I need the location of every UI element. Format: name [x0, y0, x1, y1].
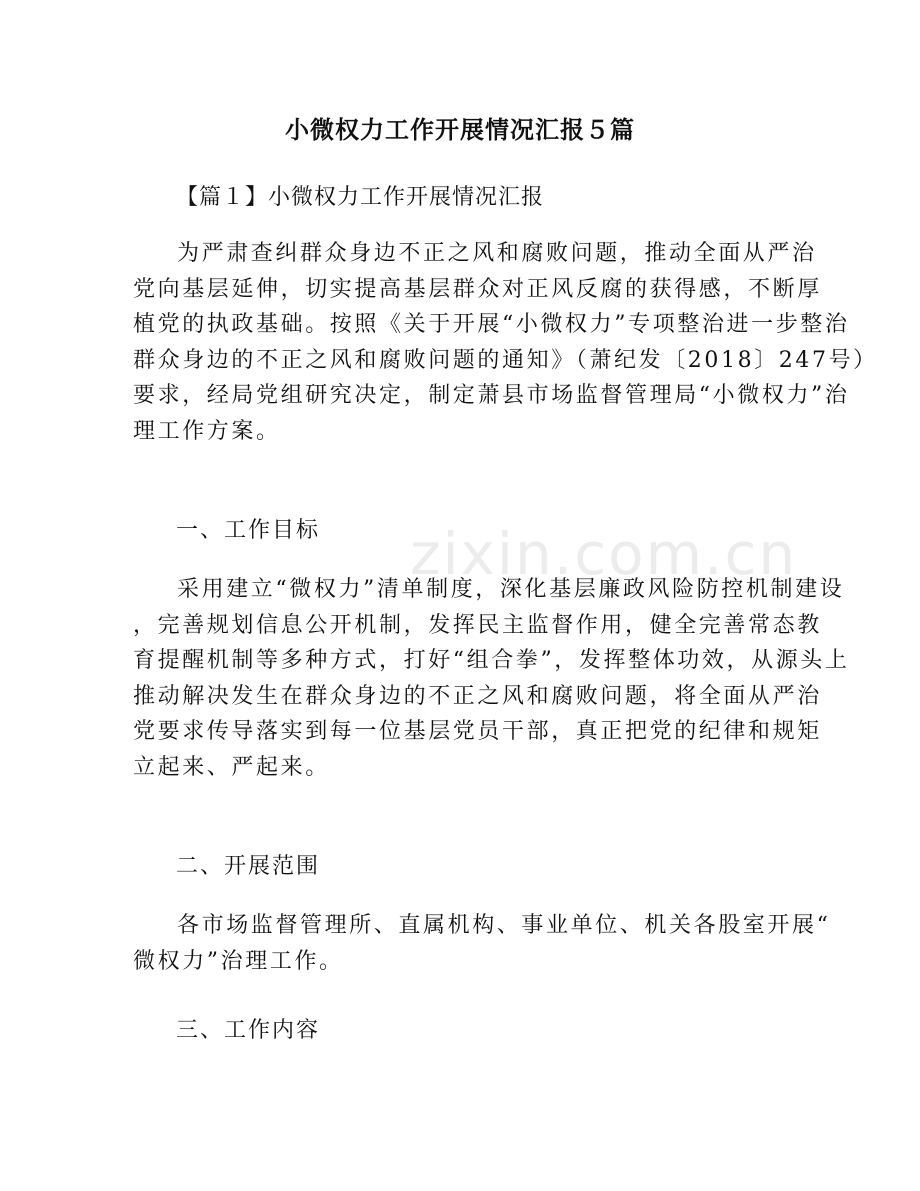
intro-paragraph: [133, 236, 878, 449]
text-line: 育提醒机制等多种方式，打好“组合拳”，发挥整体功效，从源头上: [133, 648, 850, 673]
text-line: 微权力”治理工作。: [133, 948, 344, 974]
text-line: 采用建立“微权力”清单制度，深化基层廉政风险防控机制建设: [177, 577, 845, 602]
text-line: 植党的执政基础。按照《关于开展“小微权力”专项整治进一步整治: [133, 312, 850, 337]
text-line: 党要求传导落实到每一位基层党员干部，真正把党的纪律和规矩: [133, 719, 822, 744]
text-line: 立起来、严起来。: [133, 754, 330, 780]
text-line: 群众身边的不正之风和腐败问题的通知》（萧纪发〔2018〕247号）: [133, 347, 878, 373]
section-heading-scope: 二、开展范围: [176, 854, 321, 879]
text-line: 理工作方案。: [133, 418, 281, 444]
text-line: ，完善规划信息公开机制，发挥民主监督作用，健全完善常态教: [133, 612, 822, 638]
goals-paragraph: [133, 572, 850, 785]
watermark: zixin.com.cn: [410, 520, 798, 588]
article-subtitle: 【篇１】小微权力工作开展情况汇报: [176, 185, 545, 210]
section-heading-goals: 一、工作目标: [176, 518, 321, 543]
section-heading-content: 三、工作内容: [176, 1018, 321, 1043]
scope-paragraph: [133, 908, 831, 979]
text-line: 各市场监督管理所、直属机构、事业单位、机关各股室开展“: [177, 913, 831, 938]
text-line: 党向基层延伸，切实提高基层群众对正风反腐的获得感，不断厚: [133, 276, 822, 302]
text-line: 为严肃查纠群众身边不正之风和腐败问题，推动全面从严治: [177, 241, 817, 266]
text-line: 要求，经局党组研究决定，制定萧县市场监督管理局“小微权力”治: [133, 383, 850, 408]
document-title: 小微权力工作开展情况汇报５篇: [285, 116, 635, 144]
text-line: 推动解决发生在群众身边的不正之风和腐败问题，将全面从严治: [133, 683, 822, 709]
